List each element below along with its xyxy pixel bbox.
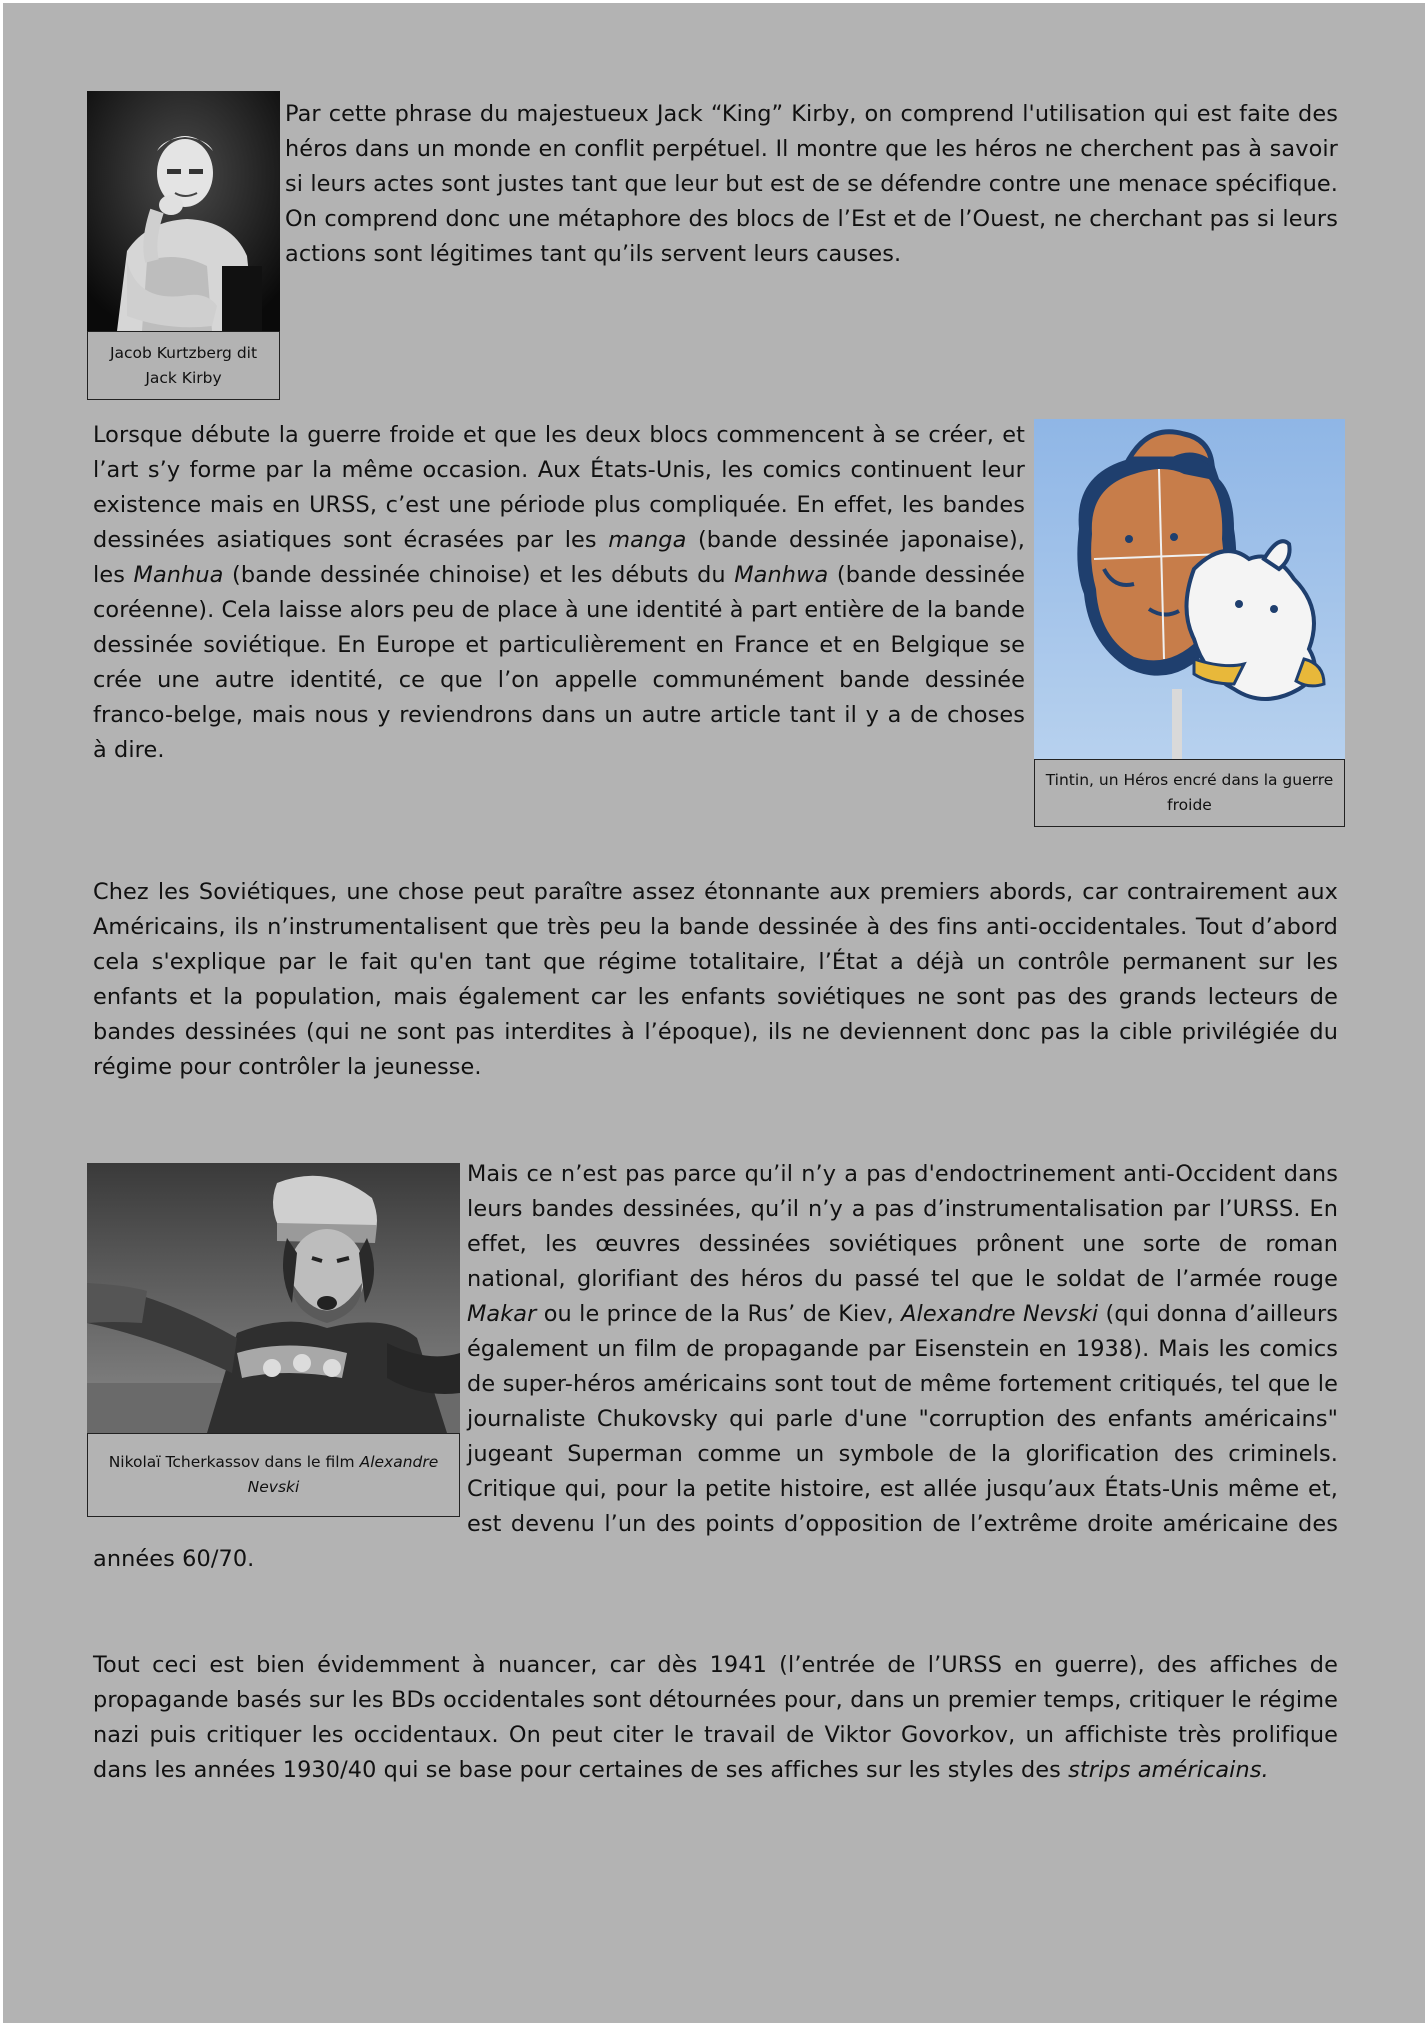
gf-text-c: (bande dessinée chinoise) et les débuts du <box>223 562 735 588</box>
nv-italic-makar: Makar <box>467 1301 537 1327</box>
tintin-sign-image <box>1034 419 1345 759</box>
nu-text-a: Tout ceci est bien évidemment à nuancer, car dès 1941 (l’entrée de l’URSS en guerre), des affiches de propagande basés sur les BDs occidentales sont détournées pour, dans un premier temps, critiquer le régime nazi puis critiquer les occidentaux. On peut citer le travail de Viktor Govorkov, un affichiste très prolifique dans les années 1930/40 qui se base pour certaines de ses affiches sur les styles des <box>93 1652 1338 1783</box>
tintin-photo-caption <box>1034 759 1345 827</box>
document-page <box>3 3 1425 2023</box>
nu-italic-strips: strips américains. <box>1068 1757 1269 1783</box>
sovietiques-paragraph: Chez les Soviétiques, une chose peut paraître assez étonnante aux premiers abords, car contrairement aux Américains, ils n’instrumentalisent que très peu la bande dessinée à des fins anti-occidentales. Tout d’abord cela s'explique par le fait qu'en tant que régime totalitaire, l’État a déjà un contrôle permanent sur les enfants et la population, mais également car les enfants soviétiques ne sont pas des grands lecteurs de bandes dessinées (qui ne sont pas interdites à l’époque), ils ne deviennent donc pas la cible privilégiée du régime pour contrôler la jeunesse. <box>93 879 1338 1080</box>
gf-italic-manhwa: Manhwa <box>734 562 829 588</box>
kirby-portrait-image <box>87 91 280 331</box>
kirby-caption-line2: Jack Kirby <box>145 368 222 387</box>
nuancer-paragraph <box>93 1648 1338 1788</box>
nv-text-c: (qui donna d’ailleurs également un film de propagande par Eisenstein en 1938). Mais les comics de super-héros américains sont tout de même fortement critiqués, tel que le journaliste Chukovsky qui parle d'une "corruption des enfants américains" jugeant Superman comme un symbole de la glorification des criminels. Critique qui, pour la petite histoire, est allée jusqu’aux États-Unis même et, est devenu l’un des points d’opposition de l’extrême droite américaine des années 60/70. <box>93 1301 1339 1572</box>
nv-italic-nevski: Alexandre Nevski <box>901 1301 1099 1327</box>
gf-text-d: (bande dessinée coréenne). Cela laisse alors peu de place à une identité à part entière de la bande dessinée soviétique. En Europe et particulièrement en France et en Belgique se crée une autre identité, ce que l’on appelle communément bande dessinée franco-belge, mais nous y reviendrons dans un autre article tant il y a de choses à dire. <box>93 562 1026 763</box>
nevski-caption-plain: Nikolaï Tcherkassov dans le film <box>108 1453 360 1471</box>
nv-text-a: Mais ce n’est pas parce qu’il n’y a pas d'endoctrinement anti-Occident dans leurs bandes dessinées, qu’il n’y a pas d’instrumentalisation par l’URSS. En effet, les œuvres dessinées soviétiques prônent une sorte de roman national, glorifiant des héros du passé tel que le soldat de l’armée rouge <box>467 1161 1338 1292</box>
guerre-froide-paragraph <box>93 418 1025 768</box>
kirby-photo <box>87 91 280 331</box>
nevski-float-spacer <box>93 1157 467 1522</box>
kirby-paragraph: Par cette phrase du majestueux Jack “King” Kirby, on comprend l'utilisation qui est faite des héros dans un monde en conflit perpétuel. Il montre que les héros ne cherchent pas à savoir si leurs actes sont justes tant que leur but est de se défendre contre une menace spécifique. On comprend donc une métaphore des blocs de l’Est et de l’Ouest, ne cherchant pas si leurs actions sont légitimes tant qu’ils servent leurs causes. <box>285 101 1338 267</box>
gf-italic-manhua: Manhua <box>133 562 224 588</box>
gf-text-b: (bande dessinée japonaise), les <box>93 527 1026 588</box>
kirby-photo-caption <box>87 331 280 400</box>
kirby-caption-line1: Jacob Kurtzberg dit <box>109 343 258 362</box>
gf-text-a: Lorsque débute la guerre froide et que les deux blocs commencent à se créer, et l’art s’y forme par la même occasion. Aux États-Unis, les comics continuent leur existence mais en URSS, c’est une période plus compliquée. En effet, les bandes dessinées asiatiques sont écrasées par les <box>93 422 1025 553</box>
gf-italic-manga: manga <box>608 527 687 553</box>
tintin-caption-text: Tintin, un Héros encré dans la guerre froide <box>1045 771 1334 814</box>
nevski-caption-italic: Alexandre Nevski <box>247 1453 439 1496</box>
nv-text-b: ou le prince de la Rus’ de Kiev, <box>536 1301 902 1327</box>
tintin-photo <box>1034 419 1345 759</box>
